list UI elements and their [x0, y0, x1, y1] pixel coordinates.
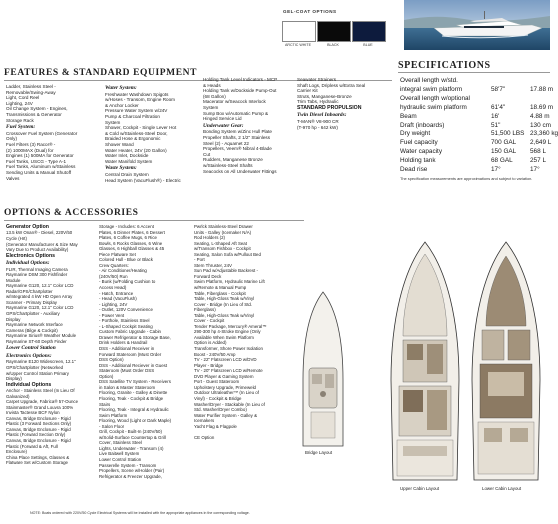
gel-swatch-white-label: ARCTIC WHITE [285, 43, 311, 47]
features-col1-line: Valves [6, 175, 20, 181]
options-col2-line: Grill, Cockpit - Built-In (240V/50) [99, 429, 162, 435]
spec-row [400, 103, 554, 113]
options-col3-line: Sun Pad w/Adjustable Backrest - [194, 268, 258, 274]
features-col4-line: Carrier Kit [297, 88, 318, 94]
options-col3-line: Forward Deck [194, 273, 222, 279]
features-col1-line: Ladder, Stainless Steel - [6, 84, 56, 89]
features-col1-line: Fuel Filters (3) Racor® - [6, 141, 56, 147]
options-col2-line: Drawer Refrigerator & Storage Base, [99, 334, 171, 340]
options-rule [4, 220, 304, 221]
options-col3-line: w/Remote & Manual Pump [194, 285, 247, 291]
options-col3-line: Yacht Flag & Flagpole [194, 423, 237, 429]
options-col2-line: w/Solid-Surface Countertop & Grill [99, 434, 166, 440]
features-col2-line: System [105, 119, 121, 125]
spec-label: Overall length w/std. [400, 77, 458, 84]
options-col1-line: GPS/Chartplotter - Auxiliary [6, 310, 60, 316]
lower-cabin-label: Lower Cabin Layout [482, 486, 522, 491]
features-col4-heading: STANDARD PROPULSION [297, 104, 362, 111]
features-col2-line: & Anchor Locker [105, 102, 139, 108]
options-col2-line: Passerelle System - Transom [99, 462, 157, 468]
options-col3-line: w/Transom Fishbox - Cockpit [194, 246, 251, 252]
options-col1-line: Plastic (Forward & Aft, Full [6, 443, 58, 449]
options-col2-line: - Power Vent [99, 312, 125, 318]
options-col2-line: - Hatch, Entrance [99, 290, 134, 296]
options-col1-line: GPS/Chartplotter (Networked [6, 364, 64, 370]
spec-row [400, 85, 554, 95]
options-col2-line: - Salon Floor [99, 423, 125, 429]
options-col3-line: Player - Bridge [194, 362, 224, 368]
options-col1-line: Vary Due to Product Availability) [6, 247, 69, 253]
options-col-3 [194, 224, 294, 440]
options-col1-line: Radar/GPS/Chartplotter [6, 288, 53, 294]
options-col2-line: - Outlet, 120V Convenience [99, 307, 153, 313]
lower-cabin-plan [466, 240, 546, 485]
features-col4-heading: Twin Diesel Inboards: [297, 112, 347, 119]
features-col2-line: w/Hoses - Transom, Engine Room [105, 97, 175, 103]
features-col2-line: Central Drain System [105, 171, 149, 177]
options-col1-line: Enclosure) [6, 449, 27, 455]
spec-value-imperial: 16' [491, 112, 500, 120]
features-col3-line: (68 Gallon) [203, 93, 226, 99]
features-col2-line: Shower Wand [105, 141, 134, 147]
features-col1-line: Sending Units & Manual Shutoff [6, 169, 72, 175]
features-col1-line: (2) 1000MAX (Dual) for [6, 147, 54, 153]
spec-value-metric: 130 cm [530, 121, 551, 129]
features-col1-line: Fuel Tanks, Aluminum w/Stainless [6, 164, 76, 170]
spec-row [400, 122, 550, 131]
features-col3-line: Propellers, Veem® Nibral 4-Blade [203, 146, 272, 152]
options-col3-line: Std. Washer/Dryer Combo) [194, 407, 247, 413]
features-col1-line: Transmissions & Generator [6, 111, 62, 117]
options-col2-line: DSS Option) [99, 357, 124, 363]
options-col3-line: Rod Holders (2) [194, 235, 225, 241]
options-col3-line: Upholstery Upgrade, Primeweld [194, 384, 256, 390]
gel-swatch-blue-label: BLUE [363, 43, 373, 47]
features-col1-heading: Fuel System: [6, 124, 36, 131]
features-col1-line: Removable/Swing-Away [6, 89, 56, 95]
spec-row [400, 148, 550, 157]
options-col2-line: DSS - Additional Reciever in Guest [99, 362, 168, 368]
features-col3-heading: Underwater Gear: [203, 122, 244, 129]
options-col2-line: Colored Hull - Blue or Black [99, 257, 153, 263]
options-col3-line: Table, High-Gloss Teak w/Vinyl [194, 296, 255, 302]
options-col3-line: Pwrlck Stainless-Steel Drawer [194, 224, 253, 229]
options-col3-line: Washer/Dryer - Stackable (In Lieu of [194, 401, 265, 407]
features-col4-line: T-MAN® V8-900 CR [297, 118, 339, 124]
options-col1-line: Anchor - Stainless Steel (In Lieu Of [6, 388, 75, 394]
features-col4-line: Trim Tabs, Hydraulic [297, 99, 339, 105]
options-col1-line: Raymarine G120, 12.1" Color LCD [6, 283, 74, 289]
options-col1-line: Invista Tactesse BCF Nylon [6, 410, 60, 416]
options-col1-line: Cycle (Hrt) [6, 235, 27, 241]
options-col2-line: Flooring, Teak - Cockpit & Bridge [99, 395, 164, 401]
options-col2-line: Stairs [99, 401, 111, 407]
spec-value-imperial: 17° [491, 166, 501, 173]
options-col2-line: - Bunk (w/Folding Cushion to [99, 279, 156, 285]
options-col1-line: Plastic (Forward Section Only) [6, 432, 66, 438]
options-col1-line: Plastic (3 Forward Sections Only) [6, 421, 72, 427]
gel-swatch-white [282, 21, 316, 42]
spec-value-imperial: 150 GAL [491, 148, 517, 156]
spec-value-imperial: 58'7" [491, 85, 506, 93]
options-col3-line: Cover - Cockpit [194, 318, 225, 324]
spec-label: Holding tank [400, 157, 436, 165]
bridge-layout-plan [299, 290, 347, 450]
options-col1-heading: Electronics Options: [6, 352, 52, 359]
gel-swatch-blue [352, 21, 386, 42]
spec-note: The specification measurements are approximations and subject to variation. [400, 176, 533, 181]
spec-row [400, 130, 558, 139]
features-col2-line: Head System (VacuFlush®) - Electric [105, 177, 181, 183]
options-col2-line: Flooring, Wood (Light or Dark Maple) [99, 418, 172, 424]
features-col1-line: Lighting, 24V [6, 100, 33, 106]
options-col2-line: Option) [99, 373, 114, 379]
spec-value-metric: 23,360 kg [530, 130, 558, 138]
spec-value-imperial: 51" [491, 121, 501, 129]
options-col3-line: Available When Swim Platform [194, 334, 254, 340]
options-col3-line: DVD Player & Gaming System [194, 373, 254, 379]
spec-value-imperial: 700 GAL [491, 139, 517, 147]
features-col2-line: Freshwater Washdown Spigots [105, 91, 169, 97]
features-col-1 [6, 84, 98, 181]
features-col2-line: Braided Hose & Ergonomic [105, 136, 161, 142]
options-col3-line: - Port [194, 257, 205, 263]
options-col1-line: Display) [6, 376, 22, 382]
features-col-4 [297, 77, 392, 130]
spec-value-imperial: 61'4" [491, 103, 506, 111]
gel-swatch-black [317, 21, 351, 42]
options-col2-line: Swim Platform [99, 412, 128, 418]
options-col-1 [6, 224, 96, 466]
options-col3-line: Stern Thruster, 24V [194, 262, 232, 268]
options-col2-line: Access Head) [99, 285, 127, 291]
options-col2-line: Plates, 6 Dinner Plates, 6 Dessert [99, 229, 165, 235]
options-col-2 [99, 224, 194, 479]
options-col3-line: CE Option [194, 434, 215, 440]
options-col1-line: Canvas, Bridge Enclosure - Rigid [6, 426, 71, 432]
features-col1-line: Light, Cord Reel [6, 95, 40, 101]
options-col1-line: w/Upper Control Station Primary [6, 370, 69, 376]
features-col1-line: Fuel Tanks, USCG - Type A-1 [6, 158, 67, 164]
options-col1-line: Raymarine E120 Widescreen, 12.1" [6, 359, 76, 365]
options-col3-line: Vinyl) - Cockpit & Bridge [194, 395, 242, 401]
options-col2-line: Drink Holders & Handrail [99, 340, 148, 346]
spec-value-metric: 17.88 m [530, 85, 554, 93]
options-col2-line: Crew Quarters: [99, 262, 129, 268]
options-col2-line: Forward Stateroom (Must Order [99, 351, 162, 357]
spec-row [400, 95, 550, 104]
spec-row [400, 77, 550, 86]
options-col2-line: in Salon & Master Stateroom [99, 384, 156, 390]
specifications-title: SPECIFICATIONS [398, 60, 491, 71]
spec-row [400, 113, 550, 122]
options-col1-line: Galvanized) [6, 393, 30, 399]
gel-coat-title: GEL-COAT OPTIONS [283, 9, 337, 14]
options-col2-line: DSS Satellite TV System - Receivers [99, 379, 171, 385]
features-col-2 [105, 84, 201, 183]
features-col3-line: Sump Box w/Automatic Pump & [203, 110, 269, 116]
spec-value-metric: 568 L [530, 148, 546, 156]
options-col1-line: Cameras (Bilge & Cockpit) [6, 327, 58, 333]
options-col1-line: Raymarine ST-60 Depth Finder [6, 338, 67, 344]
options-col2-line: Plates, 6 Coffee Mugs, 6 Rice [99, 235, 158, 241]
features-col4-line: Struts, Manganese-Bronze [297, 93, 352, 99]
options-col1-heading: Electronics Options [6, 252, 56, 259]
features-col3-line: w/Stainless-Steel Shafts [203, 162, 253, 168]
features-col2-heading: Waste System: [105, 165, 137, 172]
options-col3-line: Table, High-Gloss Teak w/Vinyl [194, 312, 255, 318]
spec-value-metric: 18.69 m [530, 103, 554, 111]
options-col2-line: - Porthole, Stainless Steel [99, 318, 150, 324]
options-col1-heading: Generator Option [6, 224, 49, 230]
options-col2-line: Stateroom (Must Order DSS [99, 368, 155, 374]
options-col3-line: Units - Galley (Icemaker N/A) [194, 229, 252, 235]
spec-label: Dead rise [400, 166, 428, 173]
features-col3-line: Propeller Shafts, 2 1/2" Stainless [203, 134, 270, 140]
spec-label: Fuel capacity [400, 139, 438, 147]
options-col2-line: - Lighting, 24V [99, 301, 128, 307]
options-col3-line: Boost - 240V/50 Amp [194, 351, 236, 357]
features-col3-line: Bonding System w/Zinc Hull Plate [203, 129, 272, 135]
options-col2-line: Piece Flatware Set [99, 251, 136, 257]
options-col3-line: Swim Platform, Hydraulic Marine Lift [194, 279, 265, 285]
features-col1-line: Only) [6, 136, 17, 142]
options-col1-line: Raymarine G120, 12.1" Color LCD [6, 305, 74, 311]
options-col2-line: Propellers, Scene w/Holder (Pair) [99, 468, 165, 474]
options-col1-line: (Generator Manufacturer & Size May [6, 241, 78, 247]
spec-label: hydraulic swim platform [400, 103, 467, 111]
features-col3-line: Holding Tank Level Indicators - MCP [203, 77, 278, 82]
spec-label: Overall length w/optional [400, 94, 470, 102]
features-col1-line: Engines (1) 500MA for Generator [6, 153, 74, 159]
upper-cabin-plan [385, 240, 465, 485]
features-col3-line: Cut [203, 151, 211, 157]
features-col1-line: Storage Rack [6, 117, 34, 123]
features-col2-line: Water Manifold System [105, 158, 153, 164]
gel-swatch-black-label: BLACK [327, 43, 339, 47]
options-col1-line: Display [6, 316, 21, 322]
spec-row [400, 157, 550, 166]
options-col3-line: TV - 20" Flatscreen LCD w/Remote [194, 368, 263, 374]
options-col2-line: - L-Shaped Cockpit Seating [99, 323, 153, 329]
spec-row [400, 166, 550, 175]
spec-label: Dry weight [400, 130, 431, 138]
features-col2-line: Water Inlet, Dockside [105, 153, 149, 159]
options-bottom-note: NOTE: Boats ordered with 220V/50 Cycle Electrical Systems will be installed with the appropriate appliances in the corresponding voltage. [30, 511, 250, 515]
options-col1-line: Carpet Upgrade, Fabrica® 57-Ounce [6, 399, 79, 405]
options-col2-line: Flooring, Granite - Galley & Dinette [99, 390, 168, 396]
options-col3-line: TV - 22" Flatscreen LCD w/DVD [194, 357, 257, 363]
options-col2-line: Lower Control Station [99, 456, 142, 462]
options-col1-line: Canvas, Bridge Enclosure - Rigid [6, 437, 71, 443]
specifications-rule [398, 72, 550, 73]
features-col3-line: System [203, 104, 219, 110]
options-col1-line: Canvas, Bridge Enclosure - Rigid [6, 415, 71, 421]
spec-label: Draft (inboards) [400, 121, 445, 129]
options-col2-line: Refrigerator & Freezer Upgrade, [99, 473, 162, 479]
options-col3-line: Table, Fiberglass - Cockpit [194, 290, 246, 296]
features-col4-line: Seawater Strainers [297, 77, 337, 82]
options-col1-line: Raymarine DSM 300 Fishfinder [6, 272, 68, 278]
options-col1-line: Raymarine Sirius® Weather Module [6, 333, 77, 339]
features-title: FEATURES & STANDARD EQUIPMENT [4, 68, 198, 78]
options-col1-line: Scanner - Primary Display [6, 299, 57, 305]
options-col3-line: Option is Added) [194, 340, 227, 346]
features-col4-line: (T-970 hp - 642 kW) [297, 124, 338, 130]
features-col3-line: Steel (2) - Aquamet 22 [203, 140, 249, 146]
options-col3-line: Seating, L-Shaped Aft Seat [194, 240, 247, 246]
options-col1-line: 13.5 kW Onan® - Diesel, 220V/50 [6, 230, 73, 236]
features-col1-line: Oil Change System - Engines, [6, 106, 68, 112]
features-col3-line: Seacocks on All Underwater Fittings [203, 168, 277, 174]
spec-label: integral swim platform [400, 85, 463, 93]
options-col2-line: - Air Conditioner/Heating [99, 268, 147, 274]
features-col4-line: Shaft Logs, Dripless w/Extra Seal [297, 82, 366, 88]
spec-label: Beam [400, 112, 417, 120]
options-col2-line: Lights, Underwater - Transom (4) [99, 445, 164, 451]
features-col3-line: Hinged Service Lid [203, 116, 242, 122]
options-col2-line: Live Baitwell System [99, 451, 140, 457]
features-col2-line: Water Heater, 24V (20 Gallon) [105, 147, 167, 153]
spec-value-metric: 4.88 m [530, 112, 550, 120]
options-col3-line: 290-300 hp 4-Stroke Engine (Only [194, 329, 261, 335]
features-col3-line: & Heads [203, 82, 221, 88]
options-col3-line: Transformer, Shore Power Isolation [194, 346, 263, 352]
options-col2-line: - Head (VacuFlush) [99, 296, 137, 302]
options-col3-line: Tender Package, Mercury® Ameral™ [194, 323, 267, 329]
options-col1-line: Stainmaster® Grand Louvra 100% [6, 404, 74, 410]
boat-photo [404, 0, 550, 50]
options-col3-line: Port - Guest Stateroom [194, 379, 240, 385]
options-col2-line: Bowls, 6 Rocks Glasses, 6 Wine [99, 240, 163, 246]
features-col3-line: Holding Tank w/Dockside Pump-Out [203, 88, 277, 94]
options-col2-line: Glasses, 6 Highball Glasses & 45 [99, 246, 165, 252]
options-col2-line: Cover, Stainless Steel [99, 440, 142, 446]
spec-value-metric: 17° [530, 166, 540, 173]
options-col2-line: Custom Fabric Upgrade - Cabin [99, 329, 161, 335]
options-col2-line: (240V/50) Run [99, 273, 128, 279]
options-col1-line: w/Integrated 4 kW HD Open Array [6, 294, 73, 300]
options-col2-line: Storage - Includes: 6 Accent [99, 224, 154, 229]
features-col3-line: Macerator w/Seacock Interlock [203, 99, 266, 105]
spec-value-imperial: 51,500 LBS [491, 130, 525, 138]
bridge-layout-label: Bridge Layout [305, 450, 333, 455]
options-col3-line: Water Purifier System - Galley & [194, 412, 258, 418]
features-col3-line: Rudders, Manganese Bronze [203, 157, 263, 163]
options-col3-line: Icemakers [194, 418, 215, 424]
options-col1-line: Flatware Set w/Custom Storage [6, 460, 68, 466]
options-col1-line: FLIR, Thermal Imaging Camera [6, 266, 68, 272]
options-title: OPTIONS & ACCESSORIES [4, 208, 139, 218]
features-col2-line: Pump & Charcoal Filtration [105, 113, 160, 119]
spec-row [400, 139, 550, 148]
spec-value-metric: 257 L [530, 157, 546, 165]
spec-label: Water capacity [400, 148, 443, 156]
options-col1-line: Module [6, 277, 21, 283]
features-col2-line: & Cold w/Stainless-Steel Door, [105, 130, 168, 136]
options-col3-line: Fiberglass) [194, 307, 216, 313]
options-col1-heading: Individual Options [6, 381, 52, 388]
options-col3-line: Outdoor Ultraleather™ (In Lieu of [194, 390, 259, 396]
options-col2-line: DSS - Additional Receiver in [99, 346, 155, 352]
features-col2-heading: Water System: [105, 85, 137, 91]
upper-cabin-label: Upper Cabin Layout [400, 486, 440, 491]
options-col2-line: Flooring, Teak - Integral & Hydraulic [99, 407, 169, 413]
features-col-3 [203, 77, 296, 174]
features-col2-line: Pressure Water System w/24V [105, 108, 168, 114]
options-col1-heading: Lower Control Station [6, 345, 56, 352]
options-col3-line: Seating, Salon Sofa w/Pullout Bed [194, 251, 261, 257]
options-col1-line: China Place Settings, Glasses & [6, 454, 70, 460]
spec-value-metric: 2,649 L [530, 139, 552, 147]
features-col1-line: Crossover Fuel System (Generator [6, 130, 78, 136]
options-col3-line: Cover - Bridge (In Lieu of Std. [194, 301, 253, 307]
spec-value-imperial: 68 GAL [491, 157, 513, 165]
options-col1-heading: Individual Options: [6, 260, 50, 266]
features-col2-line: Shower, Cockpit - Single Lever Hot [105, 125, 177, 131]
options-col1-line: Raymarine Network Interface [6, 322, 63, 328]
